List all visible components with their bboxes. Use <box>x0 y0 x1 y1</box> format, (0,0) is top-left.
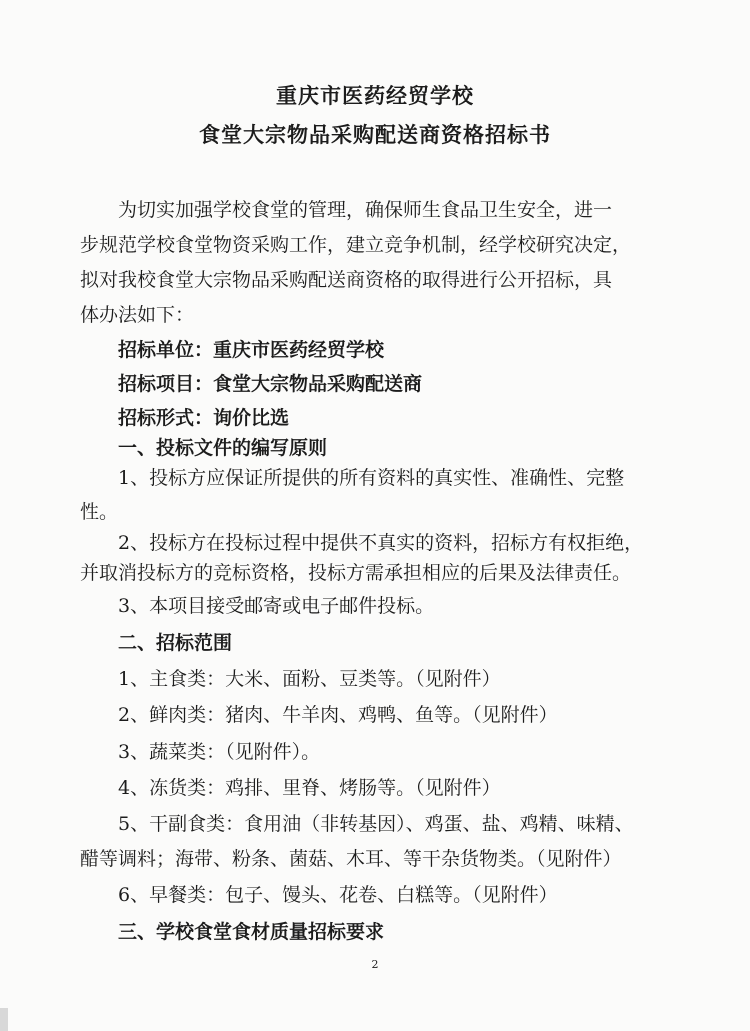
section-2-item-3: 3、蔬菜类：（见附件）。 <box>118 741 321 763</box>
section-2-heading: 二、招标范围 <box>118 632 233 654</box>
intro-line-2: 步规范学校食堂物资采购工作，建立竞争机制，经学校研究决定， <box>80 234 632 256</box>
document-title-line-1: 重庆市医药经贸学校 <box>276 84 474 108</box>
section-1-item-1-line-2: 性。 <box>80 501 119 523</box>
section-2-item-6: 6、早餐类：包子、馒头、花卷、白糕等。（见附件） <box>118 884 558 906</box>
section-1-item-2-line-2: 并取消投标方的竞标资格，投标方需承担相应的后果及法律责任。 <box>80 562 632 584</box>
section-1-item-2-line-1: 2、投标方在投标过程中提供不真实的资料，招标方有权拒绝， <box>118 532 644 554</box>
tender-project: 招标项目：食堂大宗物品采购配送商 <box>118 373 423 395</box>
section-2-item-2: 2、鲜肉类：猪肉、牛羊肉、鸡鸭、鱼等。（见附件） <box>118 704 558 726</box>
document-title-line-2: 食堂大宗物品采购配送商资格招标书 <box>199 123 551 147</box>
section-1-item-3: 3、本项目接受邮寄或电子邮件投标。 <box>118 595 435 617</box>
page-number: 2 <box>371 958 379 971</box>
tender-form: 招标形式：询价比选 <box>118 407 290 429</box>
section-2-item-5-line-2: 醋等调料；海带、粉条、菌菇、木耳、等干杂货物类。（见附件） <box>80 848 622 870</box>
section-2-item-5-line-1: 5、干副食类：食用油（非转基因）、鸡蛋、盐、鸡精、味精、 <box>118 813 634 835</box>
section-3-heading: 三、学校食堂食材质量招标要求 <box>118 921 385 943</box>
intro-line-4: 体办法如下： <box>80 304 195 326</box>
section-1-heading: 一、投标文件的编写原则 <box>118 437 328 459</box>
section-2-item-1: 1、主食类：大米、面粉、豆类等。（见附件） <box>118 668 501 690</box>
section-1-item-1-line-1: 1、投标方应保证所提供的所有资料的真实性、准确性、完整 <box>118 467 625 489</box>
intro-line-1: 为切实加强学校食堂的管理，确保师生食品卫生安全，进一 <box>118 199 613 221</box>
section-2-item-4: 4、冻货类：鸡排、里脊、烤肠等。（见附件） <box>118 777 501 799</box>
scan-edge-mark <box>0 1008 8 1031</box>
tender-unit: 招标单位：重庆市医药经贸学校 <box>118 339 385 361</box>
intro-line-3: 拟对我校食堂大宗物品采购配送商资格的取得进行公开招标，具 <box>80 269 613 291</box>
